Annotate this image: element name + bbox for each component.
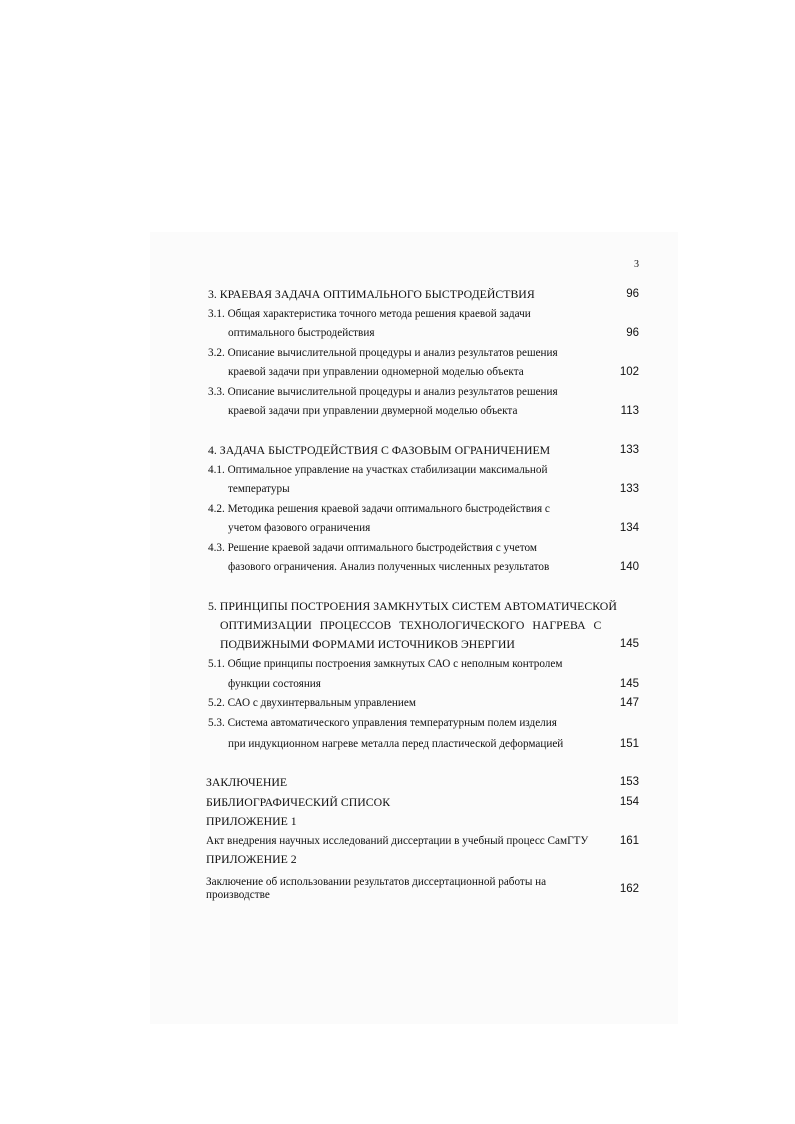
toc-section-3-title: 3. КРАЕВАЯ ЗАДАЧА ОПТИМАЛЬНОГО БЫСТРОДЕЙСТВИЯ	[208, 287, 535, 301]
toc-appendix-2-text-line1: Заключение об использовании результатов диссертационной работы на	[206, 876, 547, 888]
toc-item-3-3-line2: краевой задачи при управлении двумерной моделью объекта	[228, 405, 518, 417]
toc-appendix-2-page: 162	[619, 883, 639, 895]
toc-item-4-3-page: 140	[619, 561, 639, 573]
toc-item-3-2-line2: краевой задачи при управлении одномерной моделью объекта	[228, 366, 524, 378]
toc-item-3-2-line1: 3.2. Описание вычислительной процедуры и анализ результатов решения	[208, 347, 558, 359]
toc-conclusion-title: ЗАКЛЮЧЕНИЕ	[206, 775, 288, 789]
toc-item-4-1-line2: температуры	[228, 483, 290, 495]
toc-item-4-2-page: 134	[619, 522, 639, 534]
toc-item-4-1-line1: 4.1. Оптимальное управление на участках стабилизации максимальной	[208, 464, 548, 476]
toc-section-5-title-line2: ОПТИМИЗАЦИИ ПРОЦЕССОВ ТЕХНОЛОГИЧЕСКОГО НАГРЕВА С	[220, 618, 602, 632]
toc-appendix-2-title: ПРИЛОЖЕНИЕ 2	[206, 852, 297, 866]
toc-bibliography-title: БИБЛИОГРАФИЧЕСКИЙ СПИСОК	[206, 795, 391, 809]
toc-item-4-1-page: 133	[619, 483, 639, 495]
toc-section-4-title: 4. ЗАДАЧА БЫСТРОДЕЙСТВИЯ С ФАЗОВЫМ ОГРАНИЧЕНИЕМ	[208, 443, 551, 457]
toc-section-5-title-line1: 5. ПРИНЦИПЫ ПОСТРОЕНИЯ ЗАМКНУТЫХ СИСТЕМ АВТОМАТИЧЕСКОЙ	[208, 599, 617, 613]
toc-item-5-2-page: 147	[619, 697, 639, 709]
toc-item-5-2-line1: 5.2. САО с двухинтервальным управлением	[208, 697, 416, 709]
toc-item-4-3-line1: 4.3. Решение краевой задачи оптимального быстродействия с учетом	[208, 542, 537, 554]
toc-item-3-3-line1: 3.3. Описание вычислительной процедуры и анализ результатов решения	[208, 386, 558, 398]
toc-item-5-3-line2: при индукционном нагреве металла перед пластической деформацией	[228, 738, 564, 750]
toc-conclusion-page: 153	[619, 776, 639, 788]
toc-item-3-1-page: 96	[626, 327, 639, 339]
page-number: 3	[634, 259, 639, 270]
toc-appendix-1-title: ПРИЛОЖЕНИЕ 1	[206, 814, 297, 828]
toc-item-4-2-line1: 4.2. Методика решения краевой задачи оптимального быстродействия с	[208, 503, 550, 515]
toc-item-3-2-page: 102	[619, 366, 639, 378]
toc-item-4-2-line2: учетом фазового ограничения	[228, 522, 371, 534]
toc-section-5-page: 145	[619, 638, 639, 650]
toc-appendix-2-text-line2: производстве	[206, 889, 270, 901]
toc-appendix-1-text: Акт внедрения научных исследований диссертации в учебный процесс СамГТУ	[206, 835, 589, 847]
toc-section-5-title-line3: ПОДВИЖНЫМИ ФОРМАМИ ИСТОЧНИКОВ ЭНЕРГИИ	[220, 637, 515, 651]
toc-section-4-page: 133	[619, 444, 639, 456]
toc-section-3-page: 96	[626, 288, 639, 300]
toc-item-5-1-line2: функции состояния	[228, 678, 321, 690]
toc-item-3-1-line1: 3.1. Общая характеристика точного метода решения краевой задачи	[208, 308, 531, 320]
toc-item-5-1-page: 145	[619, 678, 639, 690]
toc-item-3-3-page: 113	[620, 405, 639, 417]
toc-item-4-3-line2: фазового ограничения. Анализ полученных численных результатов	[228, 561, 550, 573]
toc-bibliography-page: 154	[619, 796, 639, 808]
toc-item-5-1-line1: 5.1. Общие принципы построения замкнутых САО с неполным контролем	[208, 658, 563, 670]
toc-item-5-3-page: 151	[619, 738, 639, 750]
toc-item-3-1-line2: оптимального быстродействия	[228, 327, 375, 339]
toc-item-5-3-line1: 5.3. Система автоматического управления температурным полем изделия	[208, 717, 557, 729]
toc-appendix-1-page: 161	[619, 835, 639, 847]
